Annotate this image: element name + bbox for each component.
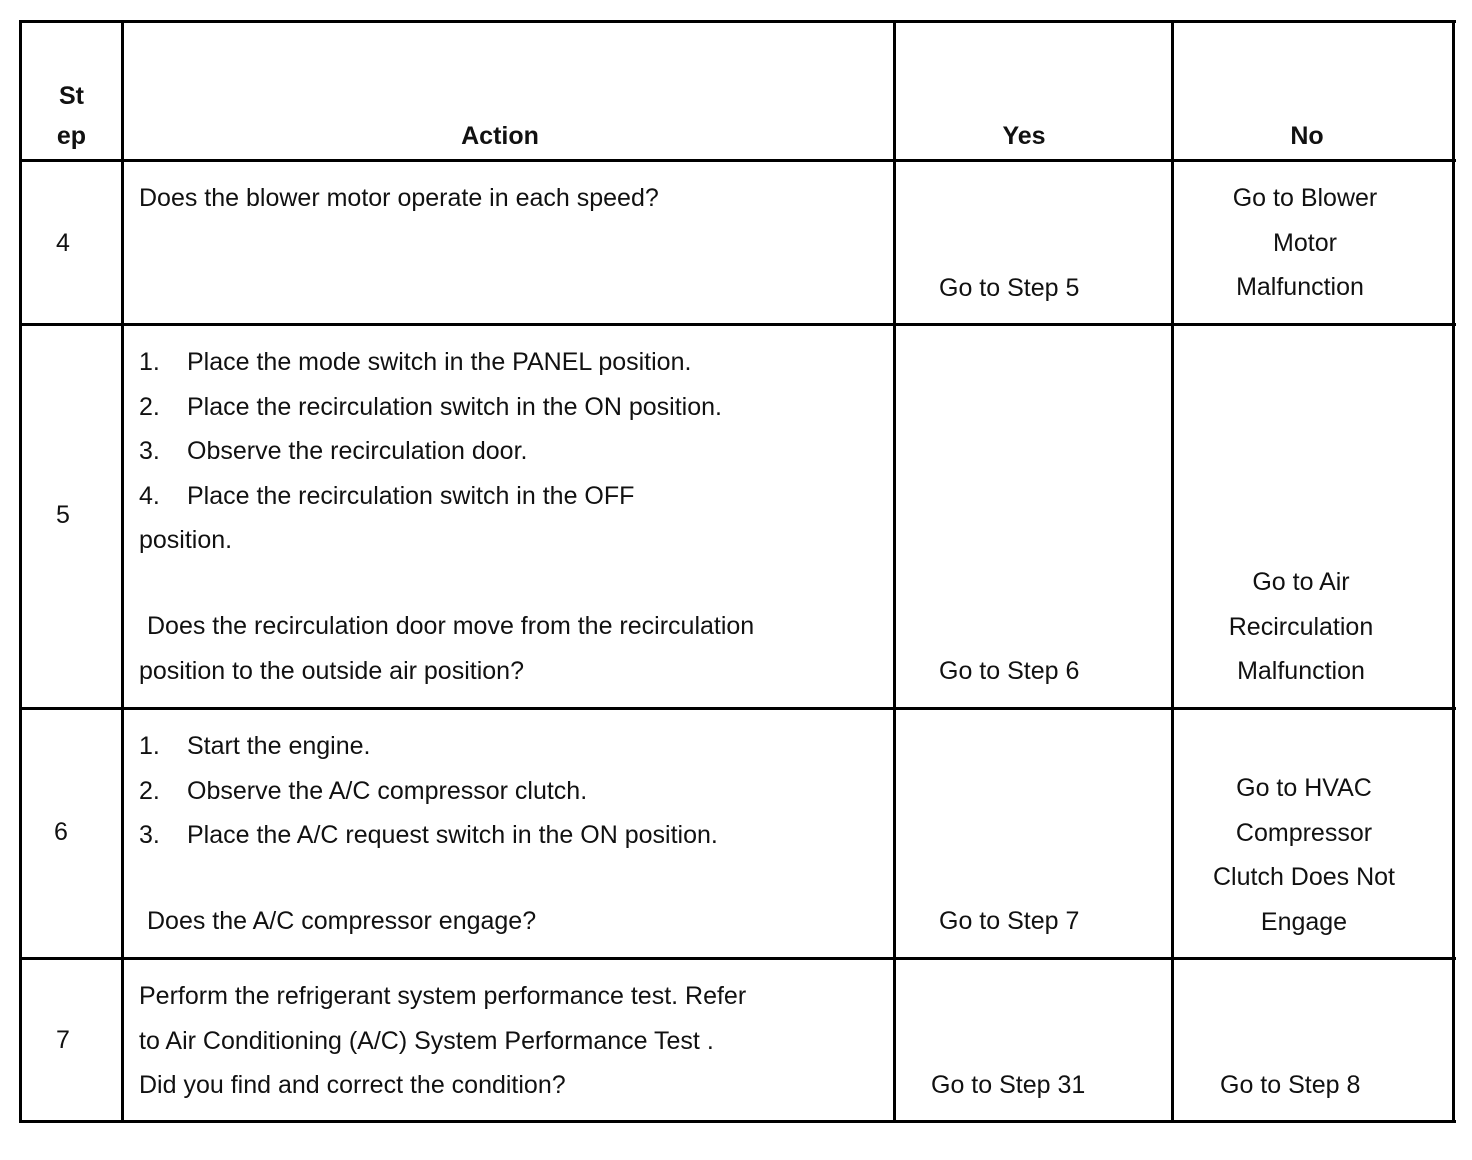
no-result bbox=[1174, 766, 1434, 944]
yes-result: Go to Step 7 bbox=[939, 907, 1080, 935]
action-steps bbox=[139, 724, 889, 858]
step-number: 5 bbox=[56, 501, 70, 529]
column-divider bbox=[893, 20, 896, 1123]
no-result-line: Malfunction bbox=[1236, 273, 1364, 301]
table-border-top bbox=[19, 20, 1456, 23]
list-number: 3. bbox=[139, 821, 160, 849]
table-border-right bbox=[1452, 20, 1455, 1123]
no-result-line: Malfunction bbox=[1237, 657, 1365, 685]
step-number: 6 bbox=[54, 818, 68, 846]
list-number: 1. bbox=[139, 732, 160, 760]
no-result-line: Compressor bbox=[1235, 818, 1373, 847]
list-number: 1. bbox=[139, 348, 160, 376]
no-result-line: Go to Air bbox=[1252, 568, 1350, 596]
row-divider bbox=[19, 957, 1456, 960]
list-number: 4. bbox=[139, 481, 160, 510]
list-text: Place the recirculation switch in the ON position. bbox=[187, 392, 722, 421]
action-line: Perform the refrigerant system performance test. Refer bbox=[139, 982, 747, 1010]
header-step-line2: ep bbox=[56, 122, 87, 150]
header-step bbox=[22, 76, 121, 156]
no-result-line: Clutch Does Not bbox=[1212, 863, 1396, 891]
yes-result: Go to Step 6 bbox=[939, 657, 1080, 685]
list-item bbox=[139, 769, 889, 814]
action-text: Does the blower motor operate in each speed? bbox=[139, 184, 659, 212]
no-result bbox=[1174, 176, 1436, 310]
header-step-line1: St bbox=[59, 82, 84, 110]
list-item bbox=[139, 813, 889, 858]
yes-result: Go to Step 5 bbox=[939, 274, 1080, 302]
list-text: Place the mode switch in the PANEL position. bbox=[187, 348, 692, 376]
action-line: to Air Conditioning (A/C) System Performance Test . bbox=[139, 1026, 714, 1055]
list-item bbox=[139, 385, 889, 430]
no-result-line: Motor bbox=[1273, 228, 1337, 257]
list-item bbox=[139, 340, 889, 385]
action-steps bbox=[139, 340, 889, 563]
list-item bbox=[139, 429, 889, 474]
yes-result: Go to Step 31 bbox=[931, 1071, 1086, 1099]
column-divider bbox=[121, 20, 124, 1123]
no-result-line: Go to Blower bbox=[1232, 184, 1378, 212]
list-text-continued: position. bbox=[139, 526, 233, 554]
list-text: Start the engine. bbox=[187, 732, 371, 760]
list-text: Observe the A/C compressor clutch. bbox=[187, 776, 588, 805]
no-result-line: Go to HVAC bbox=[1236, 774, 1372, 802]
table-border-bottom bbox=[19, 1120, 1456, 1123]
list-number: 2. bbox=[139, 776, 160, 805]
list-number: 2. bbox=[139, 392, 160, 421]
header-yes: Yes bbox=[1002, 122, 1046, 150]
no-result bbox=[1174, 560, 1428, 694]
list-item bbox=[139, 474, 889, 519]
list-text: Place the recirculation switch in the OFF bbox=[187, 481, 635, 510]
list-text: Observe the recirculation door. bbox=[187, 437, 528, 465]
row-divider bbox=[19, 707, 1456, 710]
question-line: Does the recirculation door move from the recirculation bbox=[147, 612, 755, 640]
action-question bbox=[139, 604, 889, 693]
action-line: Did you find and correct the condition? bbox=[139, 1071, 566, 1099]
step-number: 4 bbox=[56, 229, 70, 257]
table-border-left bbox=[19, 20, 22, 1123]
list-text: Place the A/C request switch in the ON position. bbox=[187, 821, 718, 849]
list-item bbox=[139, 724, 889, 769]
row-divider bbox=[19, 323, 1456, 326]
question-line: position to the outside air position? bbox=[139, 656, 524, 685]
header-no: No bbox=[1290, 122, 1324, 150]
no-result: Go to Step 8 bbox=[1220, 1071, 1361, 1099]
header-action: Action bbox=[461, 122, 539, 150]
list-number: 3. bbox=[139, 437, 160, 465]
action-question: Does the A/C compressor engage? bbox=[147, 907, 537, 935]
no-result-line: Engage bbox=[1260, 907, 1348, 936]
step-number: 7 bbox=[56, 1026, 70, 1054]
header-divider bbox=[19, 159, 1456, 162]
no-result-line: Recirculation bbox=[1228, 612, 1374, 641]
action-text bbox=[139, 974, 889, 1108]
